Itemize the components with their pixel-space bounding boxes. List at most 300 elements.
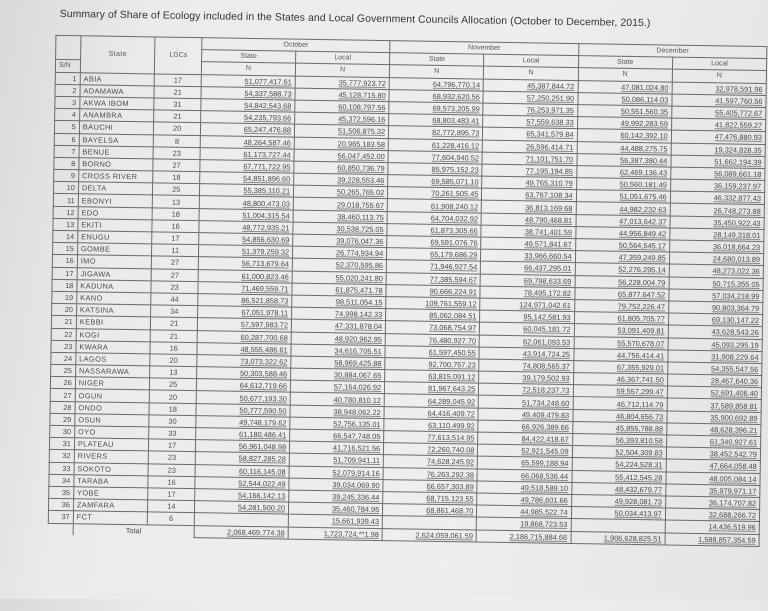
sub-header-state: State	[390, 53, 484, 67]
oct-local-value: 39,034,069.90	[289, 478, 383, 492]
dec-local-value: 55,405,772.67	[671, 106, 765, 120]
oct-state-value: 48,264,587.46	[200, 135, 294, 149]
dec-state-value: 55,570,678.07	[574, 336, 668, 350]
nov-local-value: 52,921,545.09	[478, 444, 572, 458]
oct-local-value: 56,047,452.00	[294, 149, 388, 163]
dec-local-value: 48,628,396.21	[667, 423, 761, 437]
dec-local-value: 31,908,229.64	[668, 350, 762, 364]
sub-header-local: Local	[672, 57, 766, 71]
state-name: BAUCHI	[79, 121, 154, 134]
sn: 33	[49, 462, 74, 475]
lgc-count: 6	[148, 512, 195, 525]
nov-local-value: 65,341,579.84	[483, 127, 577, 141]
oct-local-value: 98,511,054.15	[292, 295, 386, 309]
oct-state-value: 54,856,630.69	[199, 233, 293, 247]
state-name: AKWA IBOM	[80, 97, 155, 110]
oct-local-value: 48,920,962.95	[291, 332, 385, 346]
sn: 20	[52, 303, 77, 316]
sn: 12	[53, 206, 78, 219]
lgc-count: 16	[152, 220, 199, 233]
oct-state-value: 67,771,722.95	[200, 160, 294, 174]
lgc-count: 18	[153, 208, 200, 221]
oct-state-value: 71,469,559.71	[198, 281, 292, 295]
nov-state-value: 74,628,245.92	[383, 455, 477, 469]
oct-local-value: 35,777,923.72	[295, 76, 389, 90]
oct-state-value: 52,544,022.49	[195, 476, 289, 490]
dec-local-value: 43,628,543.26	[668, 325, 762, 339]
dec-local-value: 35,450,922.43	[670, 216, 764, 230]
dec-state-value: 44,488,275.75	[577, 141, 671, 155]
lgc-count: 27	[153, 159, 200, 172]
state-name: OSUN	[75, 414, 150, 427]
sn: 17	[52, 267, 77, 280]
state-name: JIGAWA	[77, 267, 152, 280]
nov-local-value: 78,495,172.82	[480, 286, 574, 300]
dec-state-value: 44,756,414.41	[573, 348, 667, 362]
oct-state-value: 54,851,896.60	[200, 172, 294, 186]
dec-state-value: 49,928,081.73	[571, 494, 665, 508]
sn: 14	[53, 230, 78, 243]
state-name: BAYELSA	[79, 133, 154, 146]
state-name: EDO	[78, 206, 153, 219]
oct-state-value: 50,303,588.46	[196, 367, 290, 381]
oct-local-value: 29,018,755.67	[293, 198, 387, 212]
oct-state-value: 54,842,543.68	[201, 99, 295, 113]
lgc-count: 25	[150, 378, 197, 391]
lgc-count: 20	[154, 122, 201, 135]
oct-state-value: 65,247,476.88	[200, 123, 294, 137]
oct-state-value: 64,612,719.66	[196, 379, 290, 393]
oct-local-value: 52,756,135.01	[290, 417, 384, 431]
nov-local-value: 66,068,536.44	[477, 469, 571, 483]
oct-state-value: 50,777,590.50	[196, 403, 290, 417]
nov-state-value: 92,700,757.23	[385, 357, 479, 371]
dec-local-value: 51,662,194.39	[671, 155, 765, 169]
dec-state-value: 47,081,024.80	[578, 80, 672, 94]
nov-local-value: 45,387,844.72	[484, 79, 578, 93]
currency-label: N	[201, 62, 295, 76]
sn: 5	[54, 121, 79, 134]
sn: 28	[50, 401, 75, 414]
nov-local-value: 69,798,633.69	[480, 274, 574, 288]
nov-state-value: 109,761,559.12	[386, 297, 480, 311]
allocation-table	[48, 35, 768, 547]
dec-local-value: 35,979,971.17	[666, 484, 760, 498]
dec-state-value: 56,228,004.79	[575, 275, 669, 289]
currency-label: N	[578, 68, 672, 82]
dec-local-value: 19,324,828.35	[671, 143, 765, 157]
nov-state-value: 68,932,620.56	[389, 89, 483, 103]
dec-state-value: 46,367,741.50	[573, 373, 667, 387]
nov-state-value: 77,385,594.67	[386, 272, 480, 286]
lgc-count: 25	[153, 183, 200, 196]
sn: 8	[54, 157, 79, 170]
nov-local-value: 62,061,093.53	[480, 335, 574, 349]
dec-local-value: 50,715,355.05	[669, 277, 763, 291]
lgc-count: 16	[150, 342, 197, 355]
nov-local-value: 36,813,169.68	[482, 201, 576, 215]
state-name: SOKOTO	[74, 462, 149, 475]
state-name: ANAMBRA	[79, 109, 154, 122]
nov-local-value: 84,422,418.67	[478, 432, 572, 446]
nov-local-value: 48,790,468.81	[481, 213, 575, 227]
dec-local-value: 36,018,664.23	[669, 240, 763, 254]
nov-local-value: 71,101,751.70	[482, 152, 576, 166]
oct-state-value: 60,287,700.68	[197, 330, 291, 344]
dec-state-value: 52,504,309.83	[572, 446, 666, 460]
oct-local-value: 35,460,784.95	[289, 502, 383, 516]
state-name: CROSS RIVER	[78, 170, 153, 183]
total-dec-state: 1,906,628,825.51	[571, 531, 665, 545]
oct-local-value: 60,850,736.79	[294, 161, 388, 175]
state-name: ONDO	[75, 401, 150, 414]
lgc-count: 13	[150, 366, 197, 379]
nov-state-value: 61,873,305.66	[387, 223, 481, 237]
oct-state-value: 50,677,193.30	[196, 391, 290, 405]
nov-local-value: 49,518,589.10	[477, 481, 571, 495]
sn-header: S/N	[55, 60, 80, 73]
oct-local-value: 51,709,941.11	[289, 453, 383, 467]
state-name: BORNO	[79, 158, 154, 171]
lgc-count: 23	[149, 451, 196, 464]
sn: 3	[55, 96, 80, 109]
nov-state-value: 68,715,123.55	[383, 492, 477, 506]
oct-state-value: 61,180,486.41	[196, 428, 290, 442]
sn: 37	[48, 511, 73, 524]
dec-state-value: 61,805,705.77	[574, 312, 668, 326]
nov-state-value: 63,110,499.92	[384, 418, 478, 432]
nov-state-value: 77,604,940.52	[388, 150, 482, 164]
lgc-count: 23	[149, 463, 196, 476]
dec-state-value: 47,013,642.37	[576, 214, 670, 228]
state-name: DELTA	[78, 182, 153, 195]
sub-header-local: Local	[484, 54, 578, 68]
dec-local-value: 14,436,519.96	[665, 520, 759, 534]
sub-header-local: Local	[296, 51, 390, 65]
currency-label: N	[295, 64, 389, 78]
nov-state-value: 68,861,468.70	[383, 504, 477, 518]
nov-local-value: 33,966,660.54	[481, 249, 575, 263]
sn: 27	[50, 389, 75, 402]
state-name: RIVERS	[74, 450, 149, 463]
oct-state-value: 61,173,727.44	[200, 147, 294, 161]
dec-local-value: 47,664,058.48	[666, 459, 760, 473]
dec-state-value: 53,091,409.81	[574, 324, 668, 338]
dec-state-value: 50,086,114.03	[578, 92, 672, 106]
state-name: NASSARAWA	[75, 365, 150, 378]
nov-local-value: 72,518,237.73	[479, 383, 573, 397]
oct-local-value: 15,661,939.43	[288, 514, 382, 528]
nov-state-value: 69,591,076.76	[387, 236, 481, 250]
month-header-december: December	[578, 44, 767, 59]
state-name: OGUN	[75, 389, 150, 402]
oct-local-value: 30,884,067.65	[291, 368, 385, 382]
oct-local-value: 58,969,425.88	[291, 356, 385, 370]
state-name: FCT	[73, 511, 148, 524]
lgc-count: 33	[149, 427, 196, 440]
dec-state-value: 44,982,232.63	[576, 202, 670, 216]
nov-local-value: 57,559,638.33	[483, 115, 577, 129]
nov-state-value: 65,179,686.29	[387, 248, 481, 262]
nov-state-value: 71,946,927.54	[386, 260, 480, 274]
dec-local-value: 48,273,022.36	[669, 264, 763, 278]
nov-state-value: 73,068,754.97	[386, 321, 480, 335]
lgc-count: 27	[152, 256, 199, 269]
state-name: KOGI	[76, 328, 151, 341]
nov-state-value: 82,772,895.73	[389, 126, 483, 140]
nov-state-value: 66,657,303.89	[383, 479, 477, 493]
oct-local-value: 38,948,062.22	[290, 405, 384, 419]
dec-state-value: 54,224,528.31	[572, 458, 666, 472]
oct-state-value: 51,004,315.54	[199, 208, 293, 222]
total-spacer	[48, 523, 73, 536]
sn: 24	[51, 352, 76, 365]
state-name: GOMBE	[77, 243, 152, 256]
oct-state-value: 57,597,983.72	[197, 318, 291, 332]
lgc-count: 17	[149, 439, 196, 452]
nov-local-value: 57,250,251.90	[483, 91, 577, 105]
nov-state-value: 69,585,071.10	[388, 175, 482, 189]
nov-local-value: 76,253,971.35	[483, 103, 577, 117]
nov-state-value: 77,613,514.95	[384, 431, 478, 445]
oct-local-value: 60,108,797.56	[295, 100, 389, 114]
dec-local-value: 57,034,218.99	[669, 289, 763, 303]
dec-state-value: 46,804,656.73	[573, 409, 667, 423]
state-name: EBONYI	[78, 194, 153, 207]
oct-state-value: 48,772,935.21	[199, 220, 293, 234]
nov-state-value: 64,704,032.92	[387, 211, 481, 225]
nov-local-value: 124,971,042.61	[480, 298, 574, 312]
lgc-count: 21	[154, 86, 201, 99]
dec-local-value: 54,355,547.56	[667, 362, 761, 376]
sn: 35	[49, 486, 74, 499]
sn: 29	[50, 413, 75, 426]
dec-local-value: 28,467,640.36	[667, 374, 761, 388]
oct-local-value: 61,875,471.78	[292, 283, 386, 297]
dec-local-value: 61,340,927.61	[666, 435, 760, 449]
dec-state-value: 49,992,283.59	[577, 117, 671, 131]
sn: 16	[52, 255, 77, 268]
state-name: ENUGU	[78, 231, 153, 244]
nov-state-value: 85,975,152.23	[388, 162, 482, 176]
sub-header-state: State	[201, 50, 295, 64]
dec-state-value: 50,564,545.17	[575, 239, 669, 253]
nov-local-value: 26,596,414.71	[483, 140, 577, 154]
oct-state-value: 56,961,048.98	[195, 440, 289, 454]
dec-state-value: 60,142,392.10	[577, 129, 671, 143]
nov-state-value: 64,289,045.92	[384, 394, 478, 408]
oct-local-value: 45,128,715.80	[295, 88, 389, 102]
state-name: PLATEAU	[74, 438, 149, 451]
dec-local-value: 28,149,318.01	[670, 228, 764, 242]
oct-local-value: 74,998,142.33	[292, 307, 386, 321]
lgc-count: 13	[153, 195, 200, 208]
dec-state-value: 51,051,675.46	[576, 190, 670, 204]
state-name: BENUE	[79, 145, 154, 158]
lgc-count: 17	[152, 232, 199, 245]
oct-local-value: 34,616,705.51	[291, 344, 385, 358]
nov-state-value: 64,416,409.72	[384, 406, 478, 420]
lgc-count: 23	[151, 281, 198, 294]
oct-local-value: 52,079,914.16	[289, 466, 383, 480]
oct-local-value: 30,538,725.05	[293, 222, 387, 236]
sn: 18	[52, 279, 77, 292]
lgc-count: 17	[155, 74, 202, 87]
oct-state-value: 49,748,179.62	[196, 415, 290, 429]
dec-state-value: 59,557,299.47	[573, 385, 667, 399]
dec-local-value: 41,822,559.27	[671, 118, 765, 132]
total-nov-local: 2,186,715,884.66	[476, 530, 570, 544]
oct-local-value: 38,460,113.75	[293, 210, 387, 224]
state-name: EKITI	[78, 219, 153, 232]
oct-state-value: 58,827,285.28	[195, 452, 289, 466]
sn: 25	[51, 364, 76, 377]
dec-local-value: 48,005,084.14	[666, 472, 760, 486]
state-name: YOBE	[74, 487, 149, 500]
dec-local-value: 45,093,295.19	[668, 338, 762, 352]
dec-local-value: 36,159,237.97	[670, 179, 764, 193]
lgc-count: 20	[150, 354, 197, 367]
dec-state-value: 62,469,136.43	[576, 165, 670, 179]
sn: 22	[51, 328, 76, 341]
oct-state-value: 54,337,588.73	[201, 86, 295, 100]
total-label: Total	[125, 525, 142, 536]
lgc-count: 8	[154, 134, 201, 147]
state-name: KWARA	[76, 340, 151, 353]
lgc-count: 20	[150, 390, 197, 403]
nov-state-value: 85,062,084.51	[386, 309, 480, 323]
nov-state-value: 76,263,292.38	[383, 467, 477, 481]
lgc-count: 18	[153, 171, 200, 184]
total-dec-local: 1,588,857,354.59	[665, 533, 759, 547]
state-name: IMO	[77, 255, 152, 268]
state-name: ADAMAWA	[80, 85, 155, 98]
oct-state-value: 67,051,978.11	[197, 306, 291, 320]
dec-state-value: 50,560,181.49	[576, 178, 670, 192]
oct-local-value: 45,372,596.16	[295, 112, 389, 126]
dec-state-value: 45,855,788.88	[572, 421, 666, 435]
oct-state-value: 51,077,417.61	[201, 74, 295, 88]
sub-header-state: State	[578, 56, 672, 70]
lgc-count: 30	[149, 415, 196, 428]
sn: 26	[50, 377, 75, 390]
dec-local-value: 37,589,858.81	[667, 398, 761, 412]
state-name: ABIA	[80, 72, 155, 85]
total-oct-local: 1,723,724,**1.98	[288, 527, 382, 541]
dec-state-value: 55,412,545.28	[572, 470, 666, 484]
total-nov-state: 2,624,059,061.59	[382, 528, 476, 542]
dec-local-value: 36,174,707.82	[665, 496, 759, 510]
nov-state-value: 61,908,240.12	[387, 199, 481, 213]
sn: 13	[53, 218, 78, 231]
oct-state-value: 55,385,110.21	[199, 184, 293, 198]
nov-local-value: 49,765,310.79	[482, 176, 576, 190]
sn: 15	[53, 243, 78, 256]
dec-local-value: 35,900,692.89	[667, 411, 761, 425]
dec-local-value: 69,130,147.22	[668, 313, 762, 327]
oct-state-value: 61,000,823.46	[198, 269, 292, 283]
sn: 7	[54, 145, 79, 158]
oct-local-value: 47,331,878.04	[291, 319, 385, 333]
dec-local-value: 32,978,591.96	[672, 82, 766, 96]
nov-local-value: 63,767,108.34	[482, 188, 576, 202]
lgc-count: 21	[151, 317, 198, 330]
nov-local-value: 49,409,479.83	[478, 408, 572, 422]
sn: 31	[49, 438, 74, 451]
sn: 21	[51, 316, 76, 329]
currency-label: N	[484, 66, 578, 80]
total-oct-state: 2,068,469,774.38	[194, 525, 288, 539]
dec-state-value: 47,359,249.85	[575, 251, 669, 265]
sn: 1	[55, 72, 80, 85]
sn: 32	[49, 450, 74, 463]
nov-local-value: 19,868,723.53	[477, 517, 571, 531]
nov-local-value: 77,195,194.85	[482, 164, 576, 178]
sn: 10	[53, 182, 78, 195]
sn: 11	[53, 194, 78, 207]
nov-state-value: 76,480,927.70	[385, 333, 479, 347]
dec-local-value: 52,691,406.40	[667, 386, 761, 400]
nov-local-value: 95,142,581.93	[480, 310, 574, 324]
oct-state-value: 60,116,145.08	[195, 464, 289, 478]
state-name: TARABA	[74, 474, 149, 487]
table-body	[48, 72, 766, 534]
nov-local-value: 49,571,841.67	[481, 237, 575, 251]
nov-local-value: 65,599,188.94	[478, 456, 572, 470]
month-header-october: October	[202, 38, 390, 53]
nov-state-value: 72,260,740.08	[384, 443, 478, 457]
oct-local-value: 57,164,026.92	[290, 380, 384, 394]
dec-state-value: 56,393,810.58	[572, 434, 666, 448]
nov-local-value: 51,734,248.60	[479, 396, 573, 410]
oct-local-value: 26,774,934.94	[293, 246, 387, 260]
dec-local-value: 47,476,880.93	[671, 130, 765, 144]
lgc-count: 16	[148, 476, 195, 489]
dec-state-value: 50,034,413.97	[571, 507, 665, 521]
oct-local-value: 39,245,336.44	[289, 490, 383, 504]
nov-state-value: 63,815,091.12	[385, 370, 479, 384]
lgc-count: 31	[154, 98, 201, 111]
oct-local-value: 51,506,875.32	[294, 124, 388, 138]
currency-label: N	[672, 69, 766, 83]
nov-local-value: 60,045,181.72	[480, 322, 574, 336]
oct-state-value: 56,713,679.64	[198, 257, 292, 271]
nov-local-value: 49,786,601.66	[477, 493, 571, 507]
sn: 9	[54, 169, 79, 182]
oct-state-value: 54,281,500.20	[194, 501, 288, 515]
dec-local-value: 90,803,364.79	[668, 301, 762, 315]
dec-state-value: 56,387,380.44	[577, 153, 671, 167]
state-name: OYO	[74, 426, 149, 439]
lgc-count: 14	[148, 500, 195, 513]
state-name: NIGER	[75, 377, 150, 390]
nov-state-value: 68,803,483.41	[389, 114, 483, 128]
nov-local-value: 66,437,295.01	[481, 261, 575, 275]
lgc-count: 27	[152, 268, 199, 281]
oct-local-value: 41,716,521.56	[289, 441, 383, 455]
nov-local-value: 74,808,565.37	[479, 359, 573, 373]
dec-state-value: 65,877,647.52	[574, 287, 668, 301]
oct-state-value: 86,521,858.73	[198, 294, 292, 308]
state-name: KATSINA	[76, 304, 151, 317]
nov-local-value: 39,179,502.93	[479, 371, 573, 385]
sn-header-blank	[56, 35, 81, 60]
sn: 23	[51, 340, 76, 353]
dec-local-value: 46,332,877.43	[670, 191, 764, 205]
currency-label: N	[390, 65, 484, 79]
oct-local-value: 39,228,553.46	[294, 173, 388, 187]
sn: 36	[48, 498, 73, 511]
